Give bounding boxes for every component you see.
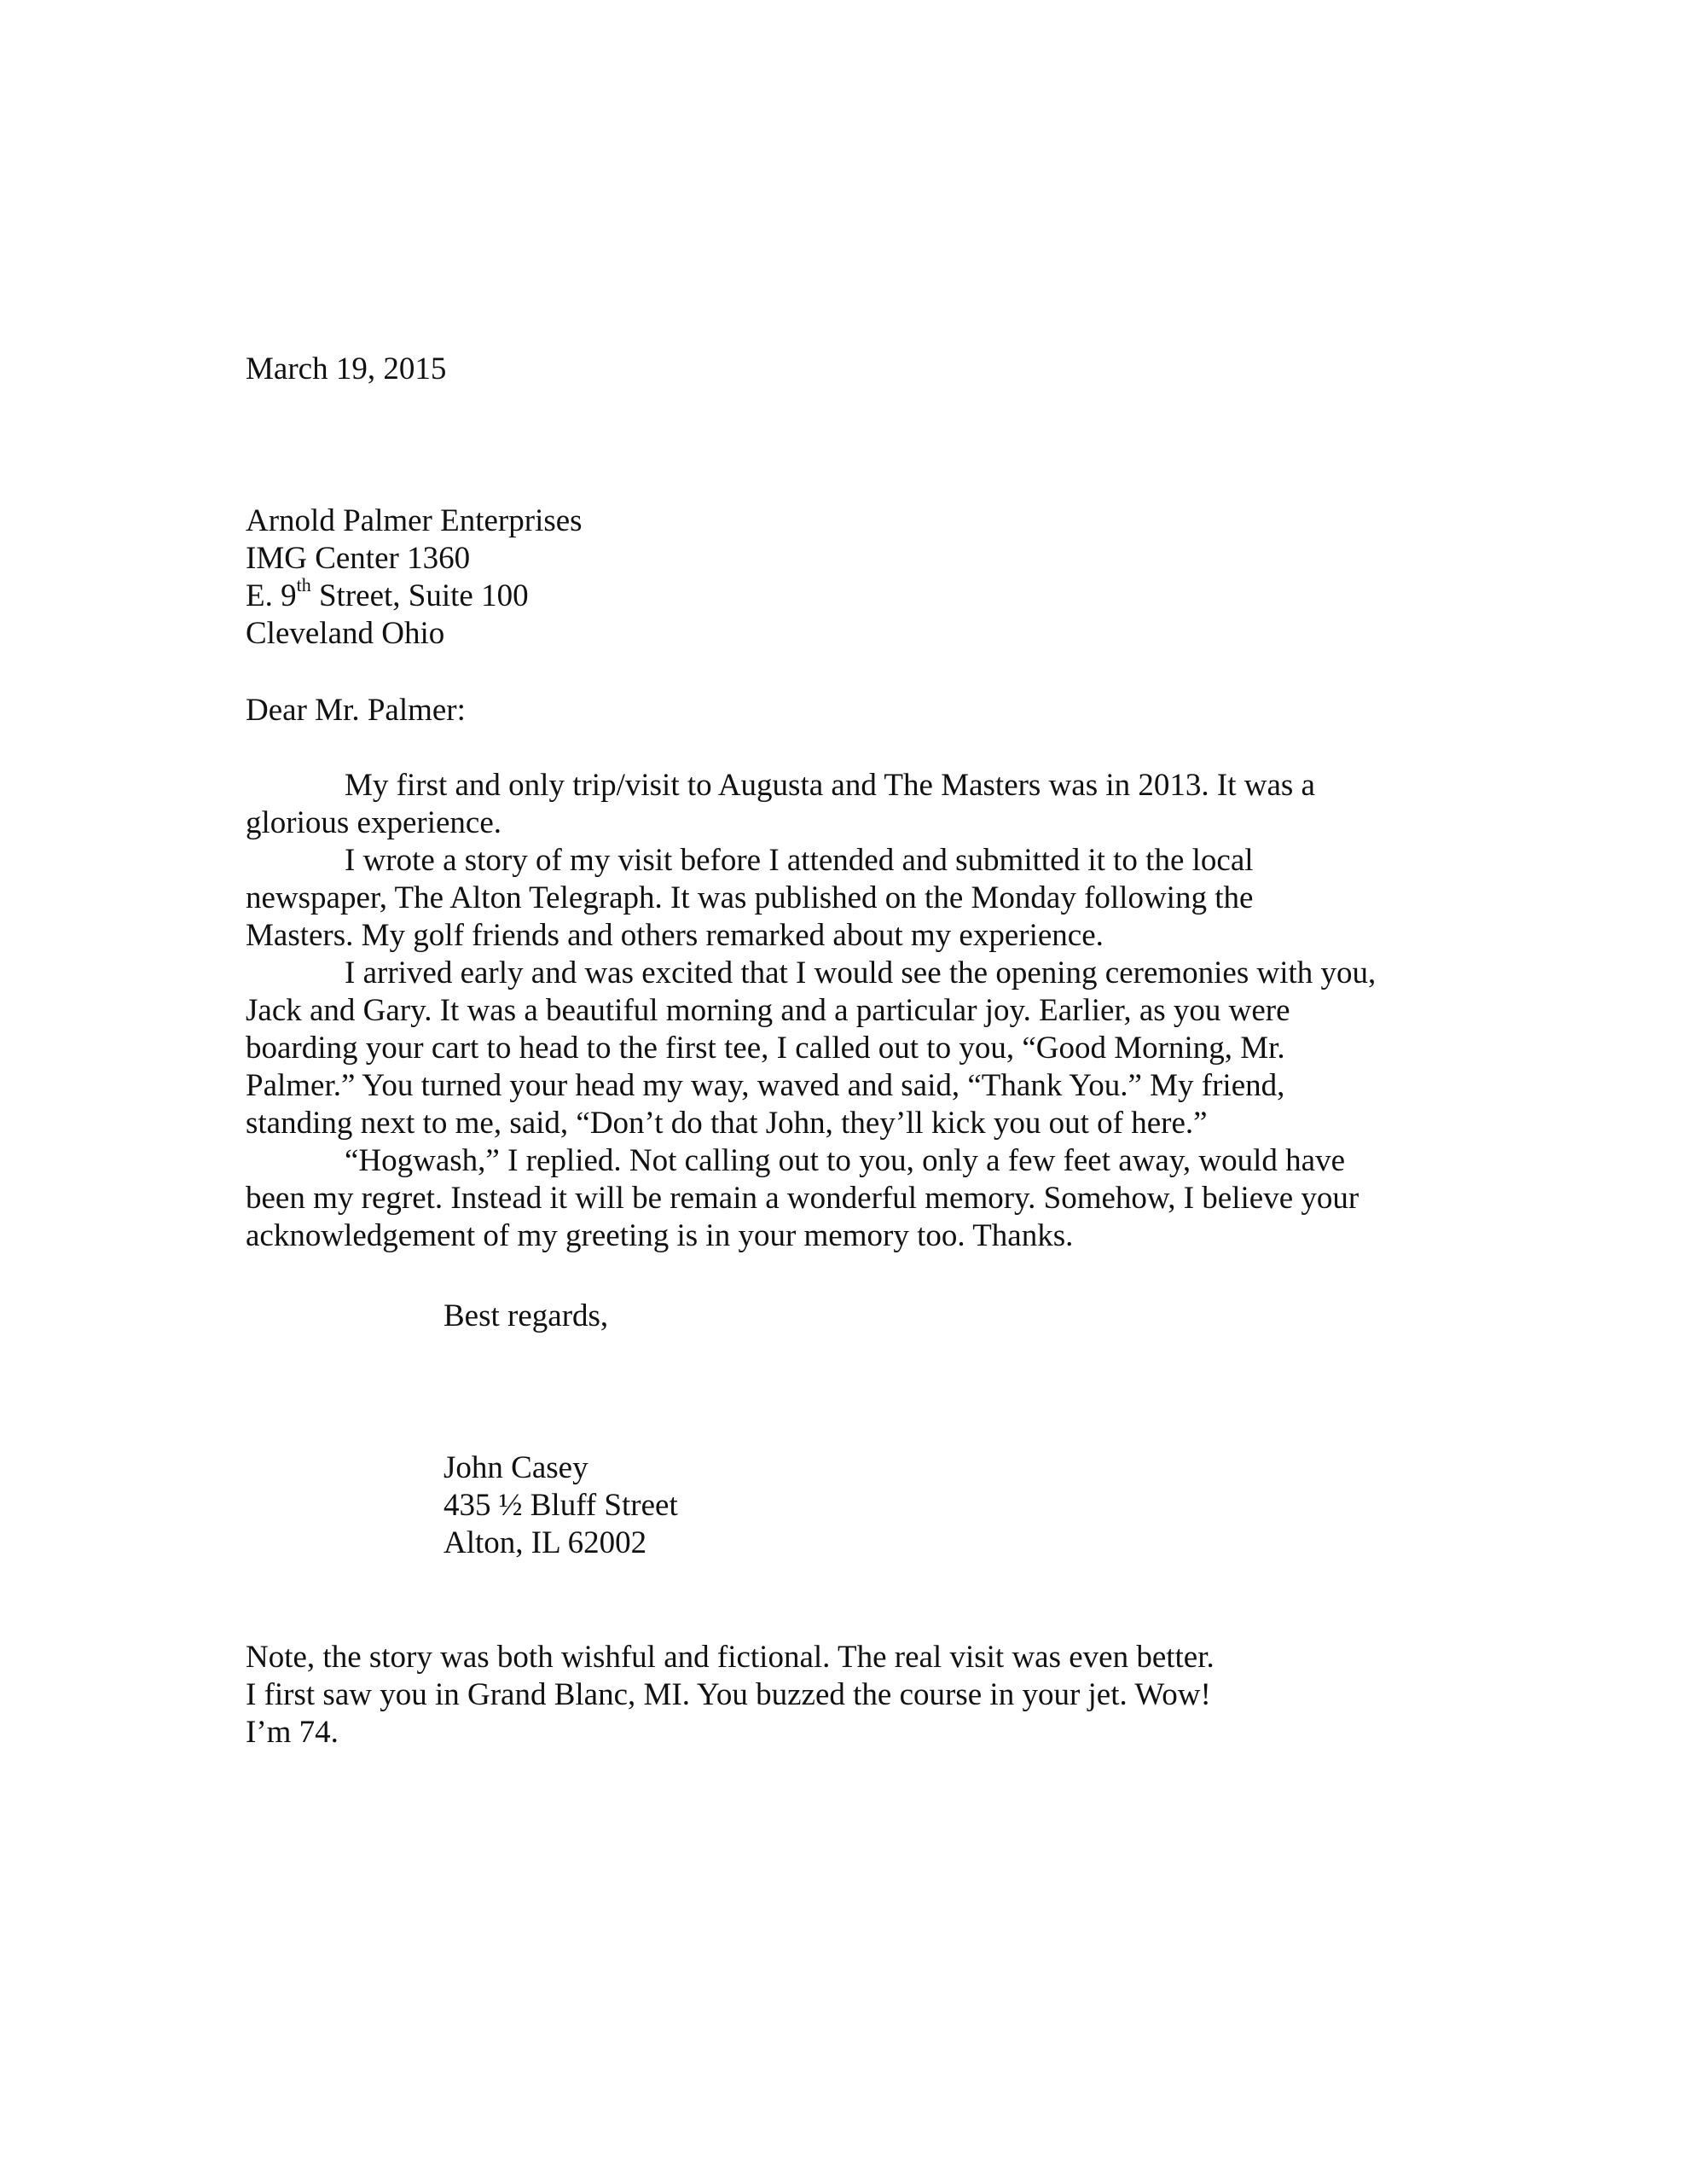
body-line: Palmer.” You turned your head my way, waved and said, “Thank You.” My friend,: [246, 1068, 1285, 1103]
recipient-company: Arnold Palmer Enterprises: [246, 503, 583, 538]
body-line: boarding your cart to head to the first tee, I called out to you, “Good Morning, Mr.: [246, 1031, 1285, 1066]
street-number: E. 9: [246, 578, 297, 613]
body-line: I arrived early and was excited that I would see the opening ceremonies with you,: [345, 956, 1377, 990]
note-line: Note, the story was both wishful and fictional. The real visit was even better.: [246, 1640, 1215, 1675]
body-line: Jack and Gary. It was a beautiful morning and a particular joy. Earlier, as you were: [246, 993, 1290, 1028]
body-line: acknowledgement of my greeting is in your memory too. Thanks.: [246, 1218, 1074, 1253]
recipient-address: [246, 502, 583, 653]
street-rest: Street, Suite 100: [310, 578, 529, 613]
body-line: been my regret. Instead it will be remain a wonderful memory. Somehow, I believe your: [246, 1181, 1359, 1216]
postscript-note: [246, 1639, 1215, 1751]
body-line: newspaper, The Alton Telegraph. It was published on the Monday following the: [246, 880, 1254, 915]
body-line: glorious experience.: [246, 805, 501, 840]
signature-block: [443, 1449, 678, 1562]
signer-street: 435 ½ Bluff Street: [443, 1488, 678, 1523]
body-line: “Hogwash,” I replied. Not calling out to you, only a few feet away, would have: [345, 1143, 1346, 1178]
body-line: I wrote a story of my visit before I attended and submitted it to the local: [345, 843, 1254, 878]
salutation: Dear Mr. Palmer:: [246, 693, 466, 728]
body-line: standing next to me, said, “Don’t do that John, they’ll kick you out of here.”: [246, 1106, 1208, 1141]
signer-name: John Casey: [443, 1450, 588, 1485]
closing: Best regards,: [443, 1298, 609, 1333]
recipient-city: Cleveland Ohio: [246, 616, 445, 651]
letter-date: March 19, 2015: [246, 351, 447, 386]
note-line: I’m 74.: [246, 1715, 339, 1750]
recipient-street: [246, 573, 583, 615]
recipient-building: IMG Center 1360: [246, 541, 471, 576]
note-line: I first saw you in Grand Blanc, MI. You buzzed the course in your jet. Wow!: [246, 1677, 1211, 1712]
street-ordinal-suffix: th: [296, 573, 311, 595]
body-line: My first and only trip/visit to Augusta and The Masters was in 2013. It was a: [345, 768, 1315, 803]
letter-body: [246, 767, 1457, 1255]
signer-city: Alton, IL 62002: [443, 1525, 647, 1560]
body-line: Masters. My golf friends and others remarked about my experience.: [246, 918, 1104, 953]
